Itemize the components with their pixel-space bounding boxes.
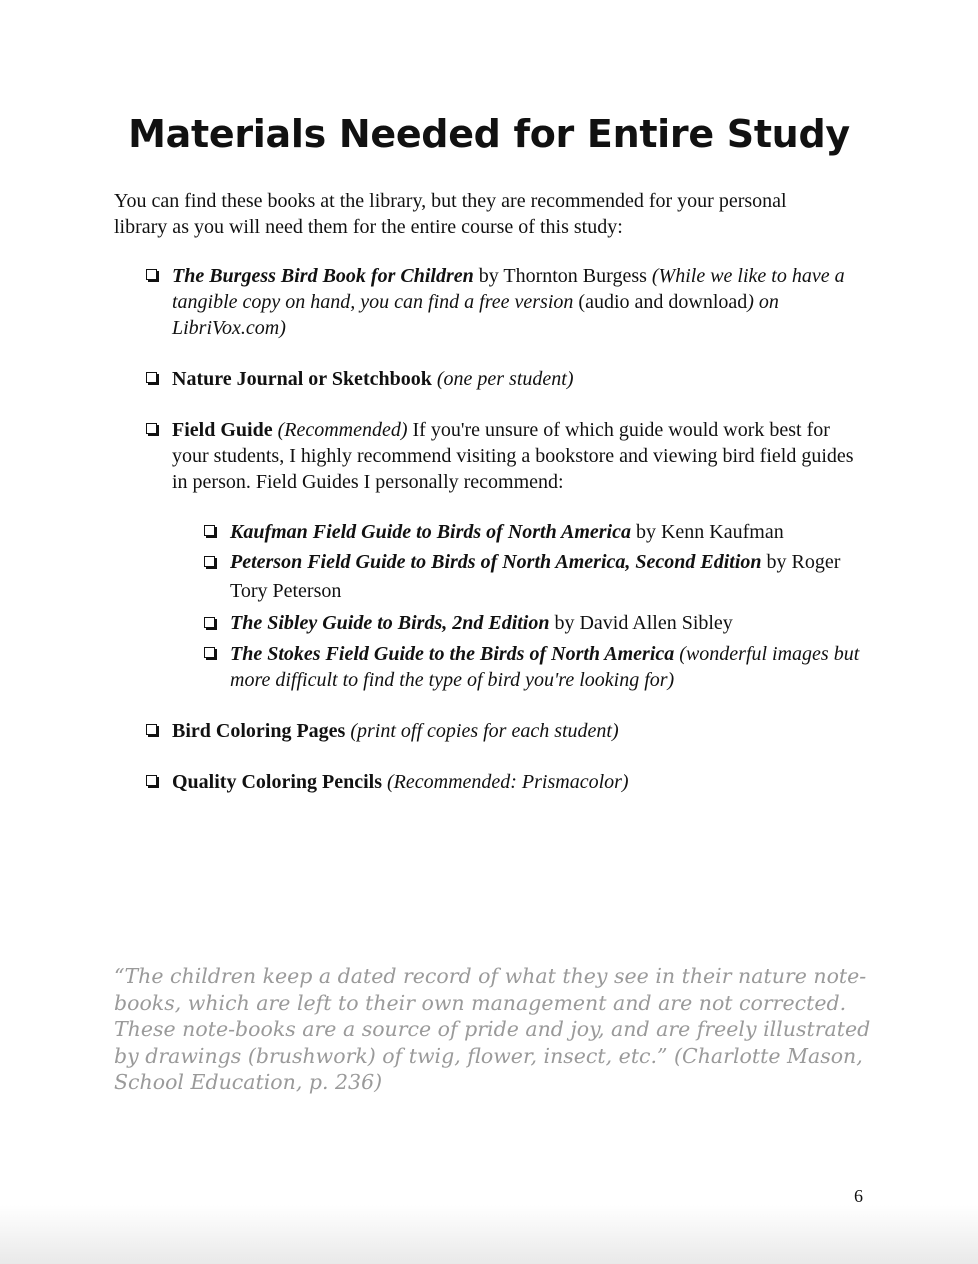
field-guide-sublist: [204, 519, 866, 693]
materials-list: [146, 263, 866, 820]
item-note: (print off copies for each student): [345, 720, 619, 742]
item-note-end: ) on LibriVox.com): [172, 291, 779, 339]
item-note-plain: (audio and download: [578, 291, 748, 313]
checkbox-icon: [204, 525, 215, 536]
list-item-burgess-bird-book: [146, 263, 866, 341]
sublist-item-peterson: [204, 548, 866, 606]
sublist-item-stokes: [204, 641, 866, 693]
checkbox-icon: [204, 617, 215, 628]
guide-author: by David Allen Sibley: [549, 612, 733, 634]
guide-title: The Sibley Guide to Birds, 2nd Edition: [230, 612, 550, 634]
intro-paragraph: You can find these books at the library, but they are recommended for your personal library as you will need them for the entire course of this study:: [114, 190, 787, 238]
item-description: If you're unsure of which guide would work best for your students, I highly recommend visiting a bookstore and viewing bird field guides in person. Field Guides I personally recommend:: [172, 419, 854, 493]
checkbox-icon: [146, 724, 157, 735]
item-title: Bird Coloring Pages: [172, 720, 346, 742]
item-note: (While we like to have a tangible copy on hand, you can find a free version: [172, 265, 845, 313]
sublist-item-sibley: [204, 609, 866, 638]
guide-title: Peterson Field Guide to Birds of North America, Second Edition: [230, 551, 762, 573]
checkbox-icon: [146, 775, 157, 786]
guide-author: by Roger Tory Peterson: [230, 551, 841, 602]
list-item-field-guide: [146, 417, 866, 693]
item-note: (one per student): [431, 368, 574, 390]
guide-title: The Stokes Field Guide to the Birds of North America: [230, 643, 675, 665]
item-note: (Recommended): [272, 419, 408, 441]
checkbox-icon: [146, 372, 157, 383]
checkbox-icon: [146, 423, 157, 434]
checkbox-icon: [146, 269, 157, 280]
guide-title: Kaufman Field Guide to Birds of North America: [230, 521, 631, 543]
page-number: 6: [854, 1186, 863, 1206]
item-author: by Thornton Burgess: [473, 265, 652, 287]
page-title: Materials Needed for Entire Study: [128, 112, 850, 156]
guide-author: by Kenn Kaufman: [630, 521, 784, 543]
sublist-item-kaufman: [204, 519, 866, 545]
item-title: Field Guide: [172, 419, 273, 441]
checkbox-icon: [204, 556, 215, 567]
list-item-coloring-pencils: [146, 769, 866, 795]
list-item-nature-journal: [146, 366, 866, 392]
item-title: The Burgess Bird Book for Children: [172, 265, 474, 287]
item-title: Nature Journal or Sketchbook: [172, 368, 432, 390]
guide-note: (wonderful images but more difficult to find the type of bird you're looking for): [230, 643, 860, 691]
item-title: Quality Coloring Pencils: [172, 771, 382, 793]
item-note: (Recommended: Prismacolor): [382, 771, 629, 793]
charlotte-mason-quote: “The children keep a dated record of what they see in their nature note-books, which are left to their own management and are not corrected. These note-books are a source of pride and joy, and are freely illustrated by drawings (brushwork) of twig, flower, insect, etc.” (Charlotte Mason, School Education, p. 236): [114, 964, 871, 1094]
checkbox-icon: [204, 647, 215, 658]
list-item-bird-coloring-pages: [146, 718, 866, 744]
